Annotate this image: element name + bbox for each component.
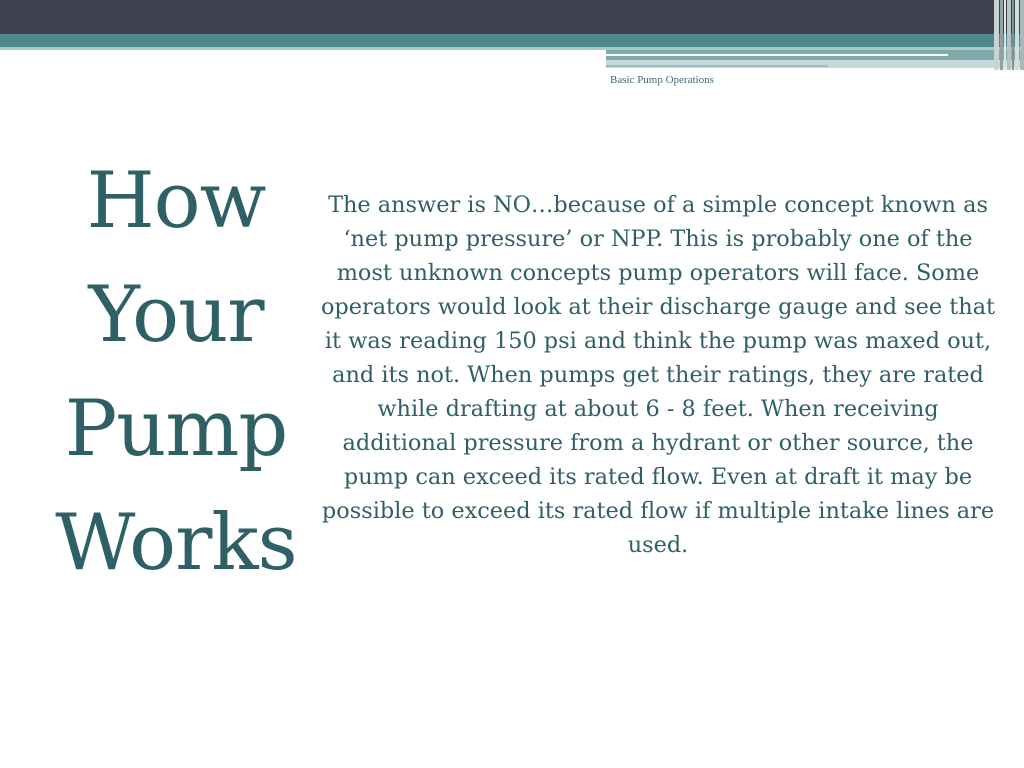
- corner-stripes-decoration: [994, 0, 1024, 70]
- title-line: How: [86, 156, 266, 246]
- slide-body-text: The answer is NO…because of a simple concept known as ‘net pump pressure’ or NPP. This is probably one of the most unknown concepts pump operators will face. Some operators would look at their discharge gauge and see that it was reading 150 psi and think the pump was maxed out, and its not. When pumps get their ratings, they are rated while drafting at about 6 - 8 feet. When receiving additional pressure from a hydrant or other source, the pump can exceed its rated flow. Even at draft it may be possible to exceed its rated flow if multiple intake lines are used.: [320, 192, 996, 558]
- header-dark-band: [0, 0, 1024, 34]
- title-line: Your: [88, 270, 264, 360]
- slide-title: [38, 144, 314, 600]
- header-accent-line: [606, 54, 948, 56]
- header-teal-band: [0, 34, 1024, 47]
- title-line: Works: [55, 498, 297, 588]
- header-accent-line-short: [606, 65, 828, 67]
- title-line: Pump: [64, 384, 288, 474]
- header-caption: Basic Pump Operations: [610, 74, 714, 86]
